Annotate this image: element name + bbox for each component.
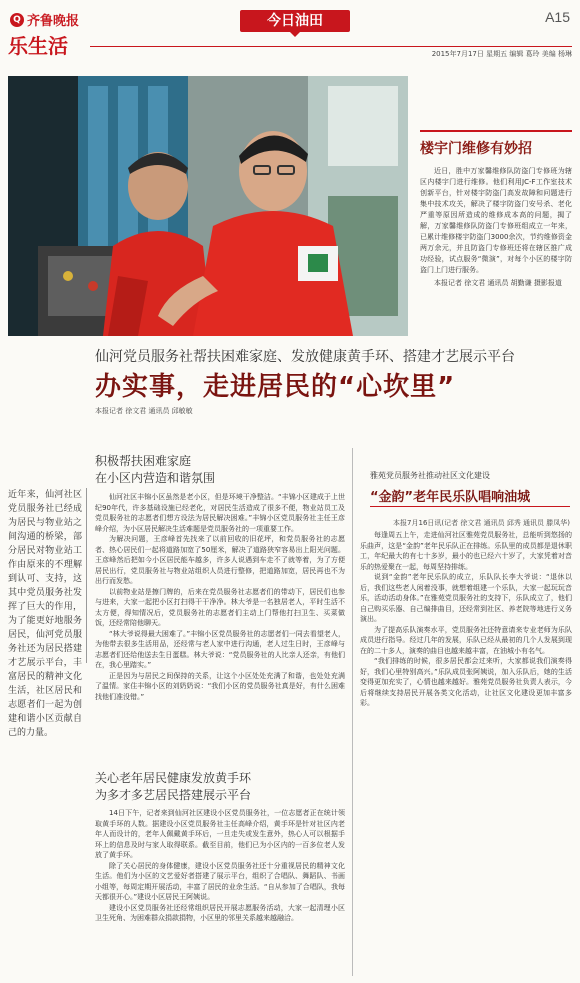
sidebar-byline: 本报记者 徐文君 通讯员 胡勤谦 摄影报道 [434, 279, 562, 287]
subhead-line: 在小区内营造和谐氛围 [95, 471, 216, 485]
body-paragraph: 正是因为与居民之间保持的关系，让这个小区处处充满了和谐，也处处充满了温情。家住丰锦小区的刘奶奶说：“我们小区的党员服务社真是好，有什么困难找他们准没错。” [95, 671, 345, 701]
page-number: A15 [545, 9, 570, 25]
article-headline: 办实事，走进居民的“心坎里” [95, 372, 456, 402]
right-article-body [360, 530, 572, 976]
body-paragraph: “林大爷说得最大困难了。”丰锦小区党员服务社的志愿者们一同去看望老人，为他带去很多生活用品，还经常与老人家中进行沟通，老人过生日时，王彦峰与志愿者们还给他送去生日蛋糕。林大爷说：“党员服务社的人比亲人还亲，有他们在，我心里踏实。” [95, 629, 345, 669]
article-kicker: 仙河党员服务社帮扶困难家庭、发放健康黄手环、搭建才艺展示平台 [95, 349, 515, 365]
body-paragraph: “我们排练的时候，很多居民都会过来听，大家都说我们演奏得好，我们心里特别高兴。”乐队成员张阿姨说，加入乐队后，她的生活变得更加充实了，心情也越来越好。雅苑党员服务社负责人表示，今后将继续支持居民开展各类文化活动，让社区文化建设更加丰富多彩。 [360, 657, 572, 707]
subhead-line: 为多才多艺居民搭建展示平台 [95, 788, 252, 802]
article-byline: 本报记者 徐文君 通讯员 邱敏敏 [95, 407, 193, 415]
newspaper-logo [10, 10, 79, 29]
column-divider [352, 448, 353, 976]
body-paragraph: 为了提高乐队演奏水平，党员服务社还特意请来专业老师为乐队成员进行指导。经过几年的发展，乐队已经从最初的几个人发展到现在的二十多人，演奏的曲目也越来越丰富，在油城小有名气。 [360, 625, 572, 655]
subhead-line: 关心老年居民健康发放黄手环 [95, 771, 252, 785]
body-paragraph: 14日下午，记者来到仙河社区建设小区党员服务社，一位志愿者正在统计领取黄手环的人数。据建设小区党员服务社主任高峰介绍，黄手环是针对社区内老年人而设计的，老年人佩戴黄手环后，一旦走失或发生意外，热心人可以根据手环上的信息及时与家人取得联系。截至目前，他们已为小区内的一百多位老人发放了黄手环。 [95, 809, 345, 859]
sidebar-paragraph: 近日，胜中万家馨维修队防盗门专修班为辖区内楼宇门进行维修。他们利用JC-F工作室技术创新平台，针对楼宇防盗门高发故障和问题进行集中技术攻关，解决了楼宇防盗门安号杀、老化严重等原因所造成的维修成本高的问题，揭了解，万家馨维修队防盗门专修班组成立一年来，已累计维修楼宇防盗门3000余次，节约维修资金两万余元，并且防盗门专修班还将在辖区推广成功经验，试点服务“微演”，对每个小区的楼宇防盗门上门进行服务。 [420, 167, 572, 274]
body-paragraph: 为解决问题，王彦峰首先找来了以前回收的旧花坪，和党员服务社的志愿者、热心居民们一起将道路加宽了50厘米，解决了道路狭窄容易出上阳光问题。王彦峰然后把如今小区居民能车越多，许多人说遇到车走不了就等着，为了方便居民出行，党员服务社与物业站组织人员进行整修，把道路加宽，居民再也不为出行而发愁。 [95, 535, 345, 585]
headline-rule [370, 506, 570, 507]
logo-text: 齐鲁晚报 [27, 14, 80, 29]
masthead [0, 0, 580, 62]
body-paragraph: 以前物业站是擦门牌的，后来在党员服务社志愿者们的带动下，居民们也参与进来，大家一起把小区打扫得干干净净。林大爷是一名独居老人，平时生活不太方便，得知情况后，党员服务社的志愿者们主动上门帮他打扫卫生、买菜做饭，还经常陪他聊天。 [95, 587, 345, 627]
section2-body [95, 808, 345, 976]
column-divider [86, 488, 87, 663]
right-article-kicker: 雅苑党员服务社推动社区文化建设 [370, 471, 490, 480]
article-lead-summary: 近年来，仙河社区党员服务社已经成为居民与物业站之间沟通的桥梁，部分居民对物业站工作由原来的不理解到认可、支持，这其中党员服务社发挥了巨大的作用，为了能更好地服务居民，仙河党员服务社还为居民搭建才艺展示平台，丰富居民的精神文化生活，社区居民和志愿者们一起为创建和谐小区贡献自己的力量。 [8, 490, 82, 738]
right-article-byline: 本报7月16日讯(记者 徐文君 通讯员 邱秀 通讯员 滕凤华) [393, 519, 570, 527]
section1-body [95, 492, 345, 765]
body-paragraph: 说到“金韵”老年民乐队的成立，乐队队长李大爷说：“退休以后，我们这些老人闲着没事，就想着组建一个乐队，大家一起玩玩音乐，活动活动身体。”在雅苑党员服务社的支持下，乐队成立了，他们自己购买乐器、自己编排曲目，还经常到社区、养老院等地进行义务演出。 [360, 573, 572, 623]
column-name: 乐生活 [8, 34, 68, 58]
body-paragraph: 建设小区党员服务社还经常组织居民开展志愿服务活动，大家一起清理小区卫生死角、为困难群众捐款捐物，小区里的邻里关系越来越融洽。 [95, 903, 345, 922]
section2-subhead [95, 770, 345, 804]
workers-repairing-door-image [8, 76, 408, 336]
section-banner: 今日油田 [240, 10, 350, 32]
section1-subhead [95, 453, 345, 487]
body-paragraph: 仙河社区丰锦小区虽然是老小区，但是环境干净整洁。“丰锦小区建成于上世纪90年代，许多基础设施已经老化，对居民生活造成了很多不便，物业站员工及党员服务社的志愿者们想方设法为居民解决困难。”丰锦小区党员服务社主任王彦峰介绍，为小区居民解决生活难题是党员服务社的一项重要工作。 [95, 493, 345, 533]
subhead-line: 积极帮扶困难家庭 [95, 454, 192, 468]
logo-mark-icon: Q [10, 13, 24, 27]
right-article-headline: “金韵”老年民乐队唱响油城 [370, 490, 531, 505]
body-paragraph: 每逢周五上午，走进仙河社区雅苑党员服务社，总能听到悠扬的乐曲声，这是“金韵”老年民乐队正在排练。乐队里的成员都是退休职工，年纪最大的有七十多岁，最小的也已经六十岁了，大家凭着对音乐的热爱聚在一起，每周坚持排练。 [360, 531, 572, 571]
date-line: 2015年7月17日 星期五 编辑 葛玲 美编 杨琳 [90, 46, 572, 59]
article-photo [8, 76, 408, 336]
sidebar-title: 楼宇门维修有妙招 [420, 138, 572, 158]
body-paragraph: 除了关心居民的身体健康，建设小区党员服务社还十分重视居民的精神文化生活。他们为小区的文艺爱好者搭建了展示平台，组织了合唱队、舞蹈队、书画小组等，每周定期开展活动，丰富了居民的业余生活。“自从参加了合唱队，我每天都很开心。”建设小区居民王阿姨说。 [95, 861, 345, 901]
sidebar-article [420, 166, 572, 289]
